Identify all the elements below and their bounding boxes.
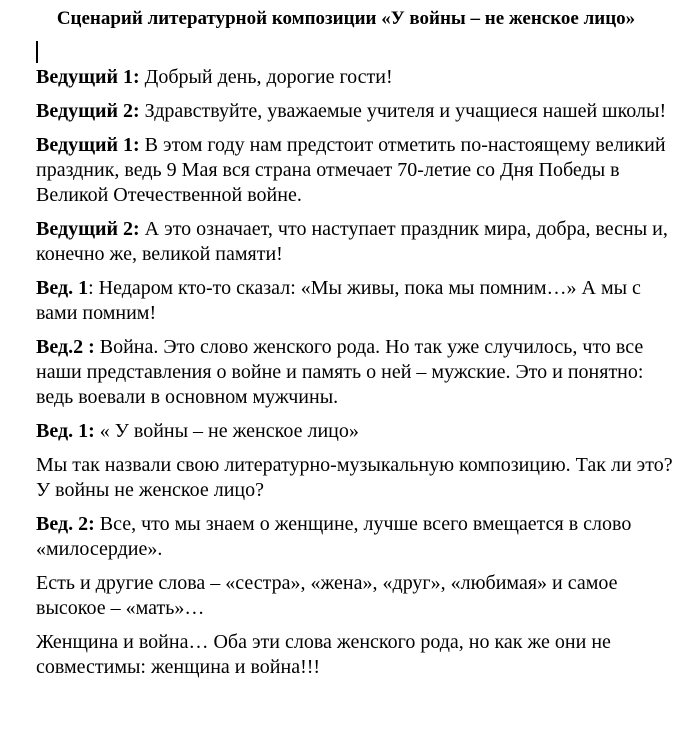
speaker-label: Вед. 1 — [36, 277, 89, 299]
paragraph — [36, 419, 676, 444]
speaker-label: Вед. 2: — [36, 513, 95, 535]
paragraph — [36, 335, 676, 410]
paragraph-text: Мы так назвали свою литературно-музыкальную композицию. Так ли это? У войны не женское лицо? — [36, 454, 673, 501]
speaker-label: Ведущий 2: — [36, 100, 140, 122]
paragraph — [36, 512, 676, 562]
paragraph-text: В этом году нам предстоит отметить по-настоящему великий праздник, ведь 9 Мая вся страна отмечает 70-летие со Дня Победы в Великой Отечественной войне. — [36, 134, 666, 206]
speaker-label: Вед.2 : — [36, 336, 95, 358]
paragraph-text: « У войны – не женское лицо» — [94, 420, 359, 442]
text-cursor-line[interactable] — [36, 39, 674, 65]
paragraph — [36, 276, 676, 326]
speaker-label: Ведущий 2: — [36, 218, 140, 240]
paragraph-text: Есть и другие слова – «сестра», «жена», «друг», «любимая» и самое высокое – «мать»… — [36, 572, 618, 619]
paragraph-text: Война. Это слово женского рода. Но так уже случилось, что все наши представления о войне и память о ней – мужские. Это и понятно: ведь воевали в основном мужчины. — [36, 336, 644, 408]
document-title: Сценарий литературной композиции «У войны – не женское лицо» — [56, 8, 636, 29]
speaker-label: Вед. 1: — [36, 420, 95, 442]
paragraph-text: : Недаром кто-то сказал: «Мы живы, пока мы помним…» А мы с вами помним! — [36, 277, 641, 324]
paragraph-text: Добрый день, дорогие гости! — [139, 66, 393, 88]
paragraph — [36, 571, 676, 621]
paragraph — [36, 630, 676, 680]
paragraph-text: А это означает, что наступает праздник мира, добра, весны и, конечно же, великой памяти! — [36, 218, 668, 265]
text-cursor — [36, 41, 38, 63]
speaker-label: Ведущий 1: — [36, 66, 140, 88]
paragraph-text: Женщина и война… Оба эти слова женского рода, но как же они не совместимы: женщина и война!!! — [36, 631, 611, 678]
paragraph — [36, 65, 676, 90]
paragraph — [36, 99, 676, 124]
paragraph-text: Все, что мы знаем о женщине, лучше всего вмещается в слово «милосердие». — [36, 513, 632, 560]
paragraph-text: Здравствуйте, уважаемые учителя и учащиеся нашей школы! — [139, 100, 667, 122]
speaker-label: Ведущий 1: — [36, 134, 140, 156]
paragraph — [36, 133, 676, 208]
paragraph — [36, 453, 676, 503]
paragraph — [36, 217, 676, 267]
